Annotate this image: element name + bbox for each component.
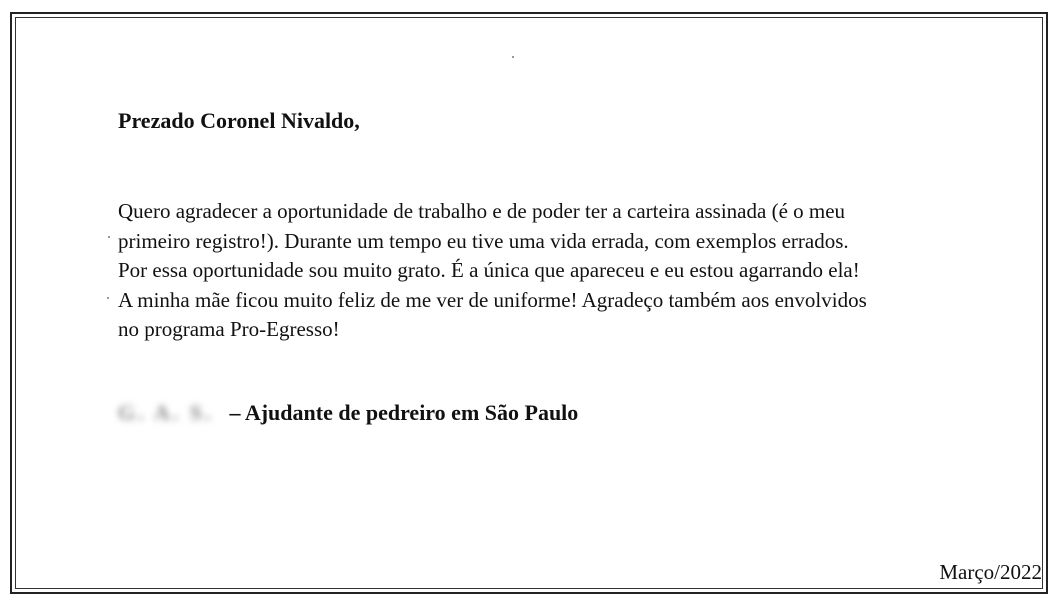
letter-signature [118,400,578,426]
letter-body-line: no programa Pro-Egresso! [118,317,340,341]
letter-body-line: Por essa oportunidade sou muito grato. É a única que apareceu e eu estou agarrando ela! [118,258,860,282]
signature-initials-blurred: G. A. S. [118,400,214,425]
letter-body [118,197,978,345]
scan-speck [107,297,109,299]
signature-role: – Ajudante de pedreiro em São Paulo [229,400,579,425]
letter-date: Março/2022 [939,560,1042,584]
scan-speck [512,56,514,58]
letter-body-line: A minha mãe ficou muito feliz de me ver de uniforme! Agradeço também aos envolvidos [118,287,867,312]
letter-body-line: primeiro registro!). Durante um tempo eu tive uma vida errada, com exemplos errados. [118,228,849,253]
letter-salutation: Prezado Coronel Nivaldo, [118,108,360,133]
scan-speck [108,236,110,238]
letter-body-line: Quero agradecer a oportunidade de trabalho e de poder ter a carteira assinada (é o meu [118,199,846,223]
